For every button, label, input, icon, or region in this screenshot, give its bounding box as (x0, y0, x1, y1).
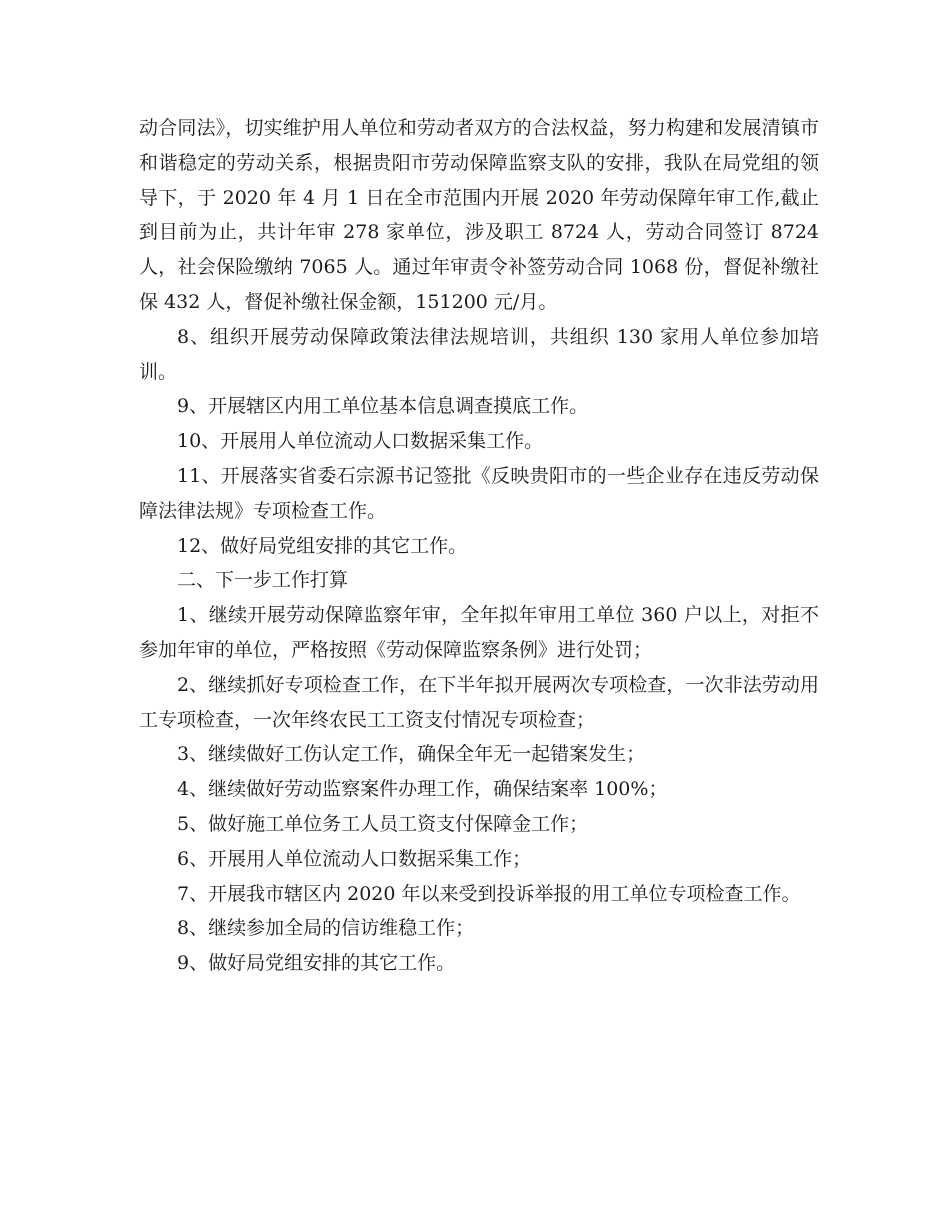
plan-item-1-annual-review: 1、继续开展劳动保障监察年审，全年拟年审用工单位 360 户以上，对拒不参加年审的单位，严格按照《劳动保障监察条例》进行处罚； (139, 604, 819, 661)
paragraph-item-12-other-work: 12、做好局党组安排的其它工作。 (177, 534, 468, 557)
document-body (139, 111, 819, 981)
plan-item-9-other-work: 9、做好局党组安排的其它工作。 (177, 952, 456, 975)
paragraph-item-11-special-inspection: 11、开展落实省委石宗源书记签批《反映贵阳市的一些企业存在违反劳动保障法律法规》专项检查工作。 (139, 464, 819, 522)
plan-item-8-petition-work: 8、继续参加全局的信访维稳工作； (177, 917, 475, 940)
paragraph-item-8-training: 8、组织开展劳动保障政策法律法规培训，共组织 130 家用人单位参加培训。 (139, 325, 819, 383)
plan-item-5-wage-guarantee: 5、做好施工单位务工人员工资支付保障金工作； (177, 812, 589, 835)
plan-item-3-injury-recognition: 3、继续做好工伤认定工作，确保全年无一起错案发生； (177, 743, 646, 766)
plan-item-7-complaint-inspection: 7、开展我市辖区内 2020 年以来受到投诉举报的用工单位专项检查工作。 (177, 882, 801, 905)
section-heading-next-steps: 二、下一步工作打算 (177, 569, 349, 592)
plan-item-4-case-handling: 4、继续做好劳动监察案件办理工作，确保结案率 100%； (177, 778, 668, 801)
paragraph-item-9-survey: 9、开展辖区内用工单位基本信息调查摸底工作。 (177, 395, 589, 418)
paragraph-continuation: 动合同法》，切实维护用人单位和劳动者双方的合法权益，努力构建和发展清镇市和谐稳定的劳动关系，根据贵阳市劳动保障监察支队的安排，我队在局党组的领导下，于 2020 年 4 月 1 日在全市范围内开展 2020 年劳动保障年审工作,截止到目前为止，共计年审 278 家单位，涉及职工 8724 人，劳动合同签订 8724 人，社会保险缴纳 7065 人。通过年审责令补签劳动合同 1068 份，督促补缴社保 432 人，督促补缴社保金额，151200 元/月。 (139, 117, 819, 313)
plan-item-6-data-collection: 6、开展用人单位流动人口数据采集工作； (177, 847, 532, 870)
plan-item-2-special-inspection: 2、继续抓好专项检查工作，在下半年拟开展两次专项检查，一次非法劳动用工专项检查，一次年终农民工工资支付情况专项检查； (139, 673, 819, 731)
paragraph-item-10-data-collection: 10、开展用人单位流动人口数据采集工作。 (177, 430, 544, 453)
